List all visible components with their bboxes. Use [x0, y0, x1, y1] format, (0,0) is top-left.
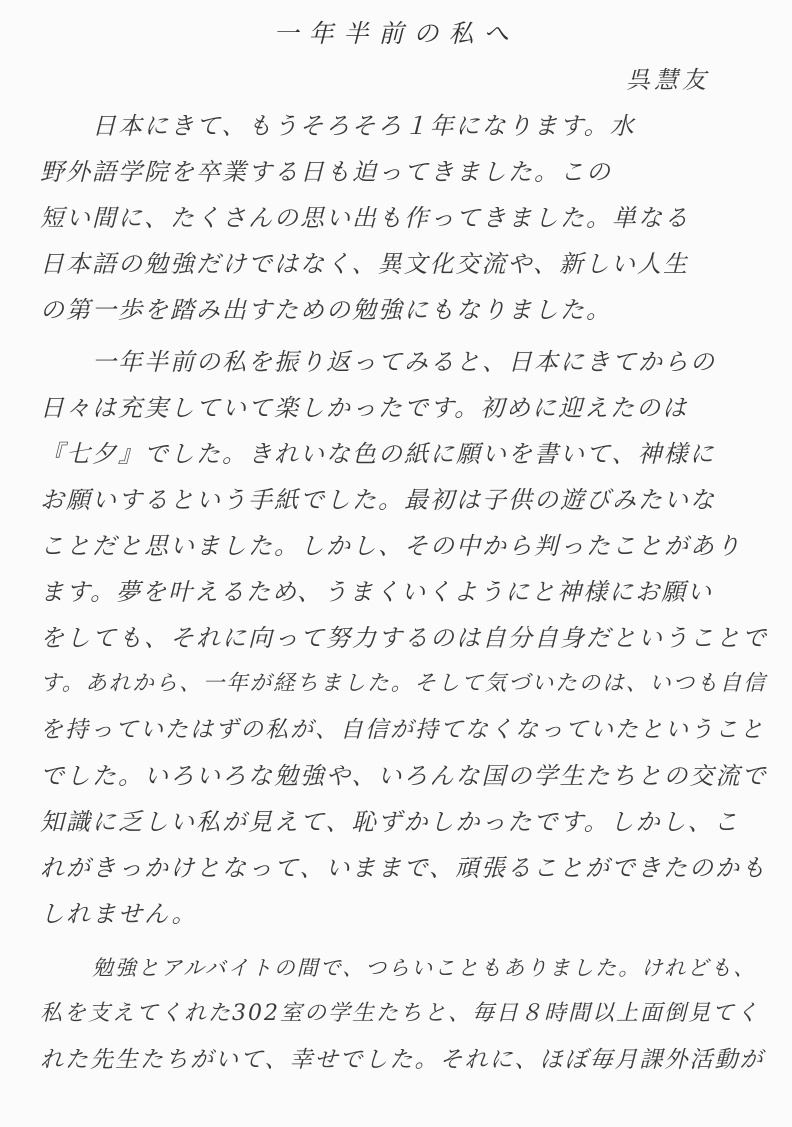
- essay-line: をしても、それに向って努力するのは自分自身だということで: [40, 624, 768, 652]
- essay-line: れた先生たちがいて、幸せでした。それに、ほぼ毎月課外活動が: [40, 1047, 765, 1073]
- essay-line: 『七夕』でした。きれいな色の紙に願いを書いて、神様に: [40, 440, 716, 468]
- author-name: 呉慧友: [626, 66, 710, 94]
- essay-line: ことだと思いました。しかし、その中から判ったことがあり: [40, 532, 742, 560]
- essay-line: 日本語の勉強だけではなく、異文化交流や、新しい人生: [40, 250, 690, 278]
- essay-line: れがきっかけとなって、いままで、頑張ることができたのかも: [40, 854, 768, 882]
- essay-line: 勉強とアルバイトの間で、つらいこともありました。けれども、: [92, 956, 757, 980]
- essay-line: ます。夢を叶えるため、うまくいくようにと神様にお願い: [40, 578, 714, 606]
- essay-line: 短い間に、たくさんの思い出も作ってきました。単なる: [40, 204, 690, 232]
- essay-line: お願いするという手紙でした。最初は子供の遊びみたいな: [40, 486, 716, 514]
- essay-line: しれません。: [40, 900, 198, 928]
- essay-title: 一年半前の私へ: [273, 19, 519, 48]
- essay-line: の第一歩を踏み出すための勉強にもなりました。: [40, 296, 612, 324]
- essay-line: 野外語学院を卒業する日も迫ってきました。この: [40, 158, 612, 186]
- essay-line: 日々は充実していて楽しかったです。初めに迎えたのは: [40, 394, 689, 422]
- essay-line: 一年半前の私を振り返ってみると、日本にきてからの: [92, 348, 716, 376]
- essay-line: す。あれから、一年が経ちました。そして気づいたのは、いつも自信: [40, 671, 767, 696]
- essay-line: 私を支えてくれた302室の学生たちと、毎日８時間以上面倒見てく: [40, 1001, 760, 1026]
- essay-line: でした。いろいろな勉強や、いろんな国の学生たちとの交流で: [40, 762, 768, 790]
- essay-line: 知識に乏しい私が見えて、恥ずかしかったです。しかし、こ: [40, 808, 740, 836]
- essay-line: を持っていたはずの私が、自信が持てなくなっていたということ: [40, 717, 765, 743]
- essay-line: 日本にきて、もうそろそろ１年になります。水: [92, 112, 636, 140]
